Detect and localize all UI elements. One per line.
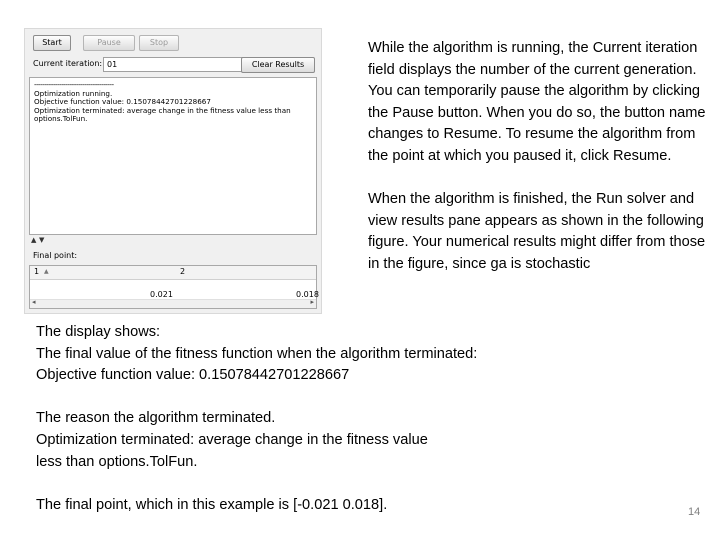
collapse-up-icon[interactable]: ▲ (31, 236, 37, 244)
sort-ascending-icon[interactable]: ▲ (44, 268, 49, 275)
reason-line: less than options.TolFun. (36, 453, 198, 470)
pause-button[interactable]: Pause (83, 35, 135, 51)
log-line: options.TolFun. (34, 114, 88, 124)
scroll-right-icon[interactable]: ▸ (310, 298, 314, 306)
final-point-table (29, 265, 317, 309)
display-final-value: The final value of the fitness function when the algorithm terminated: (36, 345, 478, 362)
column-header-1[interactable]: 1 (34, 267, 40, 276)
results-log[interactable] (29, 77, 317, 235)
current-iteration-label: Current iteration: (33, 59, 103, 68)
scroll-left-icon[interactable]: ◂ (32, 298, 36, 306)
pane-splitter[interactable] (29, 237, 317, 243)
table-cell: 0.018 (296, 290, 319, 299)
log-line: Optimization running. (34, 88, 113, 98)
column-header-2[interactable]: 2 (180, 267, 186, 276)
final-point-label: Final point: (33, 251, 78, 260)
results-description (36, 322, 596, 516)
display-objective-value: Objective function value: 0.15078442701228667 (36, 367, 350, 384)
table-header (30, 266, 316, 280)
reason-heading: The reason the algorithm terminated. (36, 410, 276, 427)
collapse-down-icon[interactable]: ▼ (39, 236, 45, 244)
table-cell: 0.021 (150, 290, 173, 299)
paragraph-running: While the algorithm is running, the Current iteration field displays the number of the current generation. You can temporarily pause the algorithm by clicking the Pause button. When you do so, the button name changes to Resume. To resume the algorithm from the point at which you paused it, click Resume. (368, 40, 706, 164)
explanation-text (368, 38, 713, 276)
log-separator: -------------------------------------- (34, 80, 114, 89)
paragraph-finished: When the algorithm is finished, the Run solver and view results pane appears as shown in the following figure. Your numerical results might differ from those in the figure, since ga is stochastic (368, 191, 706, 272)
page-number: 14 (688, 506, 701, 518)
horizontal-scrollbar[interactable] (30, 299, 316, 308)
stop-button[interactable]: Stop (139, 35, 179, 51)
current-iteration-field: 01 (103, 57, 263, 72)
final-point-text: The final point, which in this example is [-0.021 0.018]. (36, 496, 388, 513)
run-solver-panel (24, 28, 322, 314)
reason-line: Optimization terminated: average change in the fitness value (36, 431, 428, 448)
clear-results-button[interactable]: Clear Results (241, 57, 315, 73)
display-heading: The display shows: (36, 324, 161, 340)
start-button[interactable]: Start (33, 35, 71, 51)
log-line: Optimization terminated: average change in the fitness value less than (34, 105, 291, 115)
log-line: Objective function value: 0.15078442701228667 (34, 97, 211, 107)
